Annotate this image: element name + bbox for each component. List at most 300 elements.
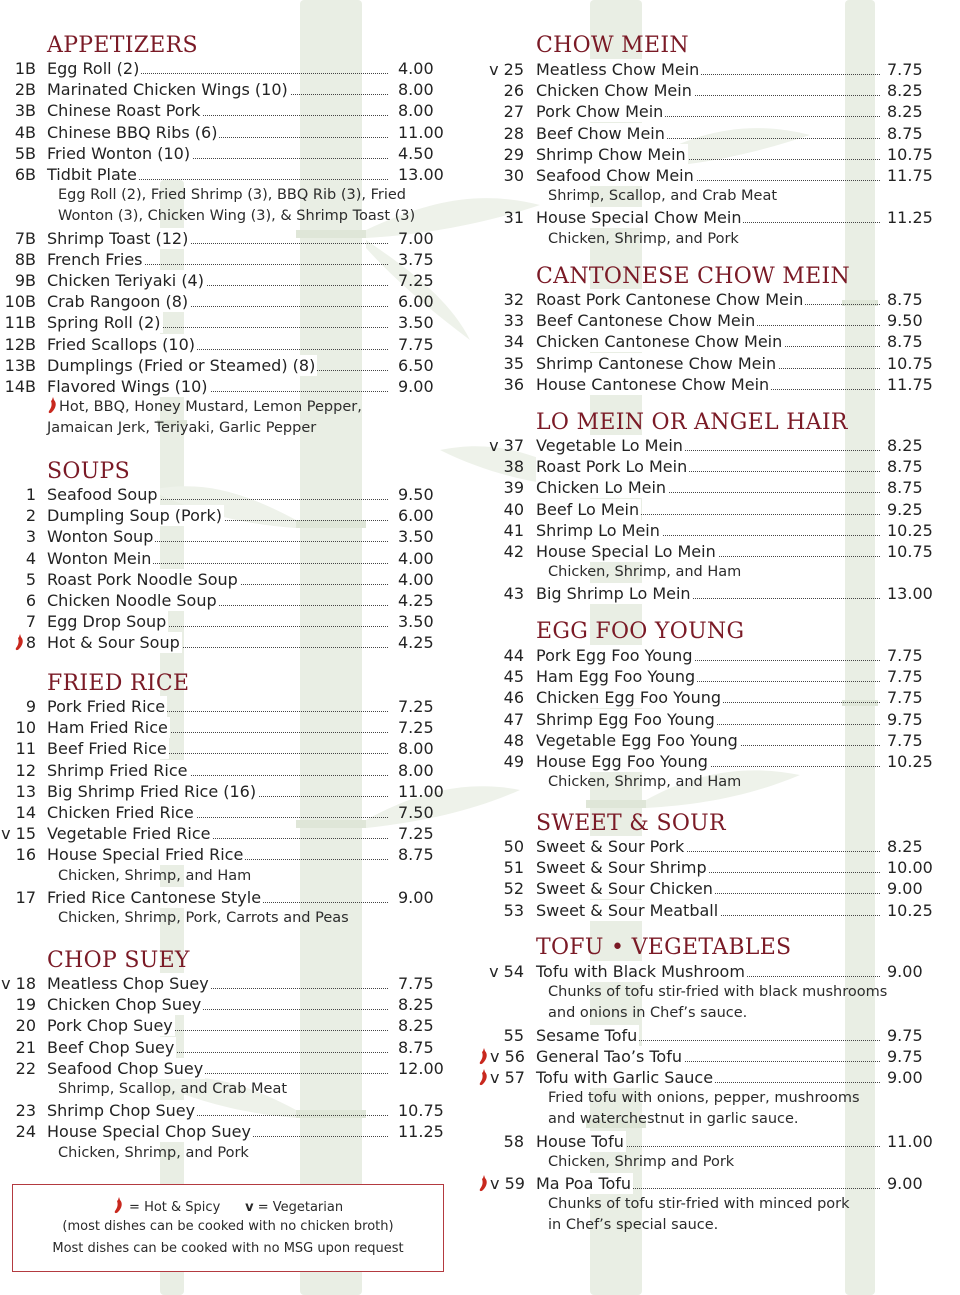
item-name: Chicken Lo Mein [536, 478, 667, 498]
item-number [478, 1131, 524, 1152]
item-price: 8.75 [887, 290, 923, 309]
item-name: Vegetable Egg Foo Young [536, 730, 738, 750]
menu-item [478, 730, 960, 751]
item-number [0, 1058, 36, 1079]
item-price: 8.25 [887, 81, 923, 101]
vegetarian-mark: v [1, 824, 16, 844]
menu-item [0, 738, 450, 759]
item-number-text: 56 [504, 1046, 525, 1066]
item-number-text: 9 [25, 697, 36, 716]
item-number-text: 53 [503, 900, 524, 920]
item-price: 11.00 [887, 1131, 933, 1151]
item-price: 10.25 [887, 520, 933, 540]
item-number-text: 17 [15, 887, 36, 907]
item-name: Seafood Chop Suey [47, 1058, 204, 1078]
item-description-text: Chicken, Shrimp, and Ham [548, 774, 742, 791]
item-price: 7.75 [398, 974, 434, 993]
menu-item [478, 1046, 960, 1067]
item-number [478, 477, 524, 498]
item-number-text: 6 [25, 591, 36, 610]
legend-line-1 [13, 1197, 443, 1215]
item-number-text: 54 [503, 962, 524, 981]
item-description-text: Shrimp, Scallop, and Crab Meat [58, 1081, 288, 1097]
item-number [478, 709, 524, 730]
section-title-appetizers: APPETIZERS [47, 33, 198, 58]
item-name: Chicken Chow Mein [536, 81, 692, 101]
item-number [478, 123, 524, 144]
item-number-text: 8 [25, 633, 36, 653]
menu-item [478, 857, 960, 878]
item-name: Fried Rice Cantonese Style [47, 887, 262, 907]
item-name: Roast Pork Noodle Soup [47, 569, 238, 589]
item-number [0, 334, 36, 355]
item-price: 4.50 [398, 143, 434, 163]
item-name: Shrimp Chop Suey [47, 1101, 196, 1121]
menu-item [478, 709, 960, 730]
item-number [478, 374, 524, 395]
menu-item [478, 331, 960, 352]
item-number-text: 48 [503, 730, 524, 750]
menu-item [0, 802, 450, 823]
menu-item [478, 374, 960, 395]
item-number [0, 79, 36, 100]
item-number-text: 47 [503, 709, 524, 729]
item-name: Vegetable Lo Mein [536, 436, 683, 455]
item-number-text: 18 [15, 974, 36, 993]
menu-item [0, 1037, 450, 1058]
item-price: 8.25 [398, 1016, 434, 1036]
vegetarian-mark: v [489, 436, 504, 455]
item-number [0, 376, 36, 397]
item-price: 4.00 [398, 59, 434, 78]
menu-item [0, 355, 450, 376]
item-price: 8.25 [887, 837, 923, 856]
item-price: 3.75 [398, 249, 434, 269]
item-number [478, 331, 524, 352]
item-description [548, 562, 741, 583]
item-description-text: Chunks of tofu stir-fried with black mushrooms [548, 984, 888, 1001]
item-name: Roast Pork Lo Mein [536, 457, 688, 477]
menu-item [0, 526, 450, 547]
item-price: 7.25 [398, 824, 434, 844]
item-number-text: 33 [503, 311, 524, 331]
item-number [478, 310, 524, 331]
item-price: 10.75 [887, 542, 933, 561]
item-number [0, 249, 36, 270]
item-number-text: 7B [14, 228, 36, 248]
menu-item [0, 1058, 450, 1079]
item-number [0, 270, 36, 291]
item-number-text: 35 [503, 353, 524, 373]
item-number [478, 165, 524, 186]
item-number [0, 823, 36, 844]
item-number-text: 20 [15, 1016, 36, 1036]
item-number-text: 19 [15, 995, 36, 1015]
item-price: 11.00 [398, 781, 444, 801]
menu-item [0, 1100, 450, 1121]
item-number-text: 3 [25, 527, 36, 547]
item-name: Hot & Sour Soup [47, 633, 180, 653]
item-description-text: Chicken, Shrimp, and Ham [548, 564, 742, 581]
menu-item [0, 611, 450, 632]
item-number [0, 802, 36, 823]
item-price: 11.75 [887, 166, 933, 185]
legend-box [12, 1184, 444, 1272]
item-name: Fried Scallops (10) [47, 334, 196, 354]
item-price: 10.75 [398, 1101, 444, 1121]
item-price: 8.00 [398, 101, 434, 121]
item-description [548, 1215, 718, 1236]
item-description [548, 229, 739, 250]
item-name: Tofu with Black Mushroom [536, 962, 745, 981]
item-name: Chinese BBQ Ribs (6) [47, 122, 218, 142]
item-number [0, 611, 36, 632]
item-number-text: 13B [4, 355, 36, 375]
item-price: 9.50 [887, 311, 923, 331]
item-number [0, 973, 36, 994]
item-description [58, 1079, 287, 1100]
item-price: 8.75 [887, 478, 923, 498]
item-number [478, 80, 524, 101]
item-number-text: 21 [15, 1037, 36, 1057]
item-price: 4.25 [398, 633, 434, 653]
item-price: 7.75 [887, 60, 923, 79]
item-description [58, 908, 349, 929]
item-number-text: 1 [25, 485, 36, 504]
item-price: 9.00 [887, 962, 923, 981]
item-number-text: 15 [15, 824, 36, 844]
item-number [0, 526, 36, 547]
item-number [478, 456, 524, 477]
item-name: Shrimp Egg Foo Young [536, 709, 715, 729]
item-number [0, 1100, 36, 1121]
item-number [478, 101, 524, 122]
menu-item [478, 310, 960, 331]
item-price: 9.00 [887, 1068, 923, 1087]
item-number [478, 1046, 524, 1067]
vegetarian-mark: v [489, 962, 504, 981]
item-description-text: Chicken, Shrimp, Pork, Carrots and Peas [58, 910, 349, 926]
item-number-text: 9B [14, 271, 36, 290]
item-price: 4.25 [398, 591, 434, 610]
item-number-text: 10 [15, 718, 36, 738]
menu-item [478, 541, 960, 562]
item-number-text: 1B [14, 59, 36, 78]
item-number [478, 1025, 524, 1046]
item-price: 11.25 [887, 208, 933, 228]
item-description [58, 866, 251, 887]
item-number [0, 164, 36, 185]
item-name: Crab Rangoon (8) [47, 292, 189, 312]
item-name: Dumpling Soup (Pork) [47, 506, 222, 526]
item-number [478, 144, 524, 165]
menu-item [478, 666, 960, 687]
item-name: Chicken Teriyaki (4) [47, 271, 204, 290]
menu-item [478, 1173, 960, 1194]
item-number-text: 13 [15, 781, 36, 801]
menu-item [478, 687, 960, 708]
item-number-text: 24 [15, 1122, 36, 1142]
item-number-text: 45 [503, 667, 524, 687]
item-name: House Special Fried Rice [47, 845, 244, 865]
item-number [478, 1067, 524, 1088]
menu-item [0, 249, 450, 270]
item-name: Beef Chop Suey [47, 1037, 175, 1057]
item-number [0, 122, 36, 143]
item-number [0, 355, 36, 376]
item-name: Tofu with Garlic Sauce [536, 1068, 714, 1087]
item-name: Sweet & Sour Chicken [536, 879, 713, 899]
vegetarian-mark: v [489, 60, 504, 79]
item-price: 13.00 [887, 584, 933, 604]
item-description-text: Chicken, Shrimp, and Pork [548, 230, 739, 247]
section-title-soups: SOUPS [47, 459, 131, 484]
section-title-tofu-vegetables: TOFU • VEGETABLES [536, 935, 792, 960]
item-price: 8.75 [887, 332, 923, 352]
item-number-text: 38 [503, 457, 524, 477]
item-name: Marinated Chicken Wings (10) [47, 80, 288, 100]
item-description [47, 397, 362, 418]
item-name: Egg Roll (2) [47, 59, 140, 78]
item-number-text: 11 [15, 739, 36, 759]
item-name: Shrimp Lo Mein [536, 520, 660, 540]
item-number-text: 34 [503, 332, 524, 352]
item-name: Chicken Cantonese Chow Mein [536, 332, 783, 352]
menu-item [0, 887, 450, 908]
item-price: 4.00 [398, 548, 434, 568]
item-name: Sweet & Sour Meatball [536, 900, 719, 920]
item-number-text: 52 [503, 879, 524, 899]
item-number-text: 12 [15, 760, 36, 780]
item-price: 9.75 [887, 709, 923, 729]
section-title-chop-suey: CHOP SUEY [47, 948, 190, 973]
item-description-text: Shrimp, Scallop, and Crab Meat [548, 188, 778, 205]
item-number-text: 25 [503, 60, 524, 79]
item-name: House Tofu [536, 1131, 624, 1151]
menu-item [0, 122, 450, 143]
menu-item [0, 484, 450, 505]
menu-item [0, 291, 450, 312]
item-number [478, 961, 524, 982]
item-price: 8.00 [398, 739, 434, 759]
vegetarian-mark: v [1, 974, 16, 993]
menu-item [0, 312, 450, 333]
menu-item [0, 632, 450, 653]
item-price: 8.25 [887, 102, 923, 122]
vegetarian-mark: v [490, 1068, 505, 1087]
item-price: 8.00 [398, 760, 434, 780]
menu-item [478, 144, 960, 165]
item-price: 12.00 [398, 1058, 444, 1078]
item-price: 8.75 [398, 845, 434, 865]
item-name: French Fries [47, 249, 143, 269]
menu-item [478, 878, 960, 899]
item-number-text: 26 [503, 81, 524, 101]
item-description [548, 982, 887, 1003]
item-number-text: 5 [25, 569, 36, 589]
section-title-chow-mein: CHOW MEIN [536, 33, 689, 58]
section-title-lo-mein: LO MEIN OR ANGEL HAIR [536, 410, 848, 435]
menu-item [478, 456, 960, 477]
item-name: Sweet & Sour Pork [536, 837, 685, 856]
menu-item [478, 207, 960, 228]
section-title-sweet-sour: SWEET & SOUR [536, 811, 726, 836]
item-number-text: 36 [503, 374, 524, 394]
item-number [478, 687, 524, 708]
item-name: Vegetable Fried Rice [47, 824, 211, 844]
item-name: Dumplings (Fried or Steamed) (8) [47, 355, 316, 375]
item-number-text: 44 [503, 646, 524, 665]
item-name: House Special Chow Mein [536, 208, 742, 228]
hot-pepper-icon [478, 1175, 489, 1192]
item-number-text: 23 [15, 1101, 36, 1121]
item-number [478, 878, 524, 899]
item-price: 3.50 [398, 527, 434, 547]
item-number-text: 16 [15, 845, 36, 865]
item-price: 10.75 [887, 144, 933, 164]
menu-item [0, 696, 450, 717]
item-name: House Egg Foo Young [536, 752, 708, 771]
item-number [478, 520, 524, 541]
item-name: Spring Roll (2) [47, 313, 161, 333]
item-description-text: Chicken, Shrimp and Pork [548, 1153, 735, 1170]
item-number [0, 1121, 36, 1142]
item-name: Tidbit Plate [47, 165, 137, 184]
item-number-text: 8B [14, 249, 36, 269]
menu-item [0, 548, 450, 569]
item-number-text: 41 [503, 520, 524, 540]
item-description-text: and onions in Chef’s sauce. [548, 1005, 748, 1022]
item-number [478, 541, 524, 562]
item-price: 8.25 [398, 995, 434, 1015]
item-name: Shrimp Fried Rice [47, 760, 188, 780]
item-name: Ma Poa Tofu [536, 1174, 632, 1193]
item-price: 4.00 [398, 569, 434, 589]
item-number-text: 40 [503, 499, 524, 519]
item-number-text: 46 [503, 688, 524, 708]
menu-item [0, 823, 450, 844]
vegetarian-mark: v [490, 1046, 505, 1066]
item-number [0, 58, 36, 79]
item-description-text: Fried tofu with onions, pepper, mushrooms [548, 1090, 860, 1107]
item-name: Big Shrimp Fried Rice (16) [47, 781, 257, 801]
item-name: Pork Chow Mein [536, 102, 664, 122]
item-number-text: 31 [503, 208, 524, 228]
item-number [478, 435, 524, 456]
item-number [0, 632, 36, 653]
item-number [0, 569, 36, 590]
legend-veg-symbol: v [245, 1200, 254, 1215]
menu-item [0, 164, 450, 185]
item-name: Shrimp Chow Mein [536, 144, 686, 164]
item-number [478, 666, 524, 687]
item-price: 9.50 [398, 485, 434, 504]
legend-line-3: Most dishes can be cooked with no MSG upon request [52, 1241, 404, 1256]
item-number-text: 6B [14, 165, 36, 184]
item-name: Meatless Chop Suey [47, 974, 209, 993]
hot-pepper-icon [14, 634, 25, 651]
item-description-text: and waterchestnut in garlic sauce. [548, 1111, 799, 1128]
legend-veg-label: = Vegetarian [257, 1200, 344, 1215]
item-number-text: 14B [4, 377, 36, 396]
item-description [58, 206, 415, 227]
item-name: Seafood Chow Mein [536, 166, 694, 185]
item-price: 3.50 [398, 313, 434, 333]
menu-item [478, 499, 960, 520]
item-name: Pork Fried Rice [47, 697, 166, 716]
item-number-text: 57 [504, 1068, 525, 1087]
item-price: 11.25 [398, 1122, 444, 1142]
item-description [548, 772, 741, 793]
item-number [478, 59, 524, 80]
section-title-cantonese-chow-mein: CANTONESE CHOW MEIN [536, 264, 851, 289]
item-name: Chinese Roast Pork [47, 101, 201, 121]
item-description-text: Hot, BBQ, Honey Mustard, Lemon Pepper, [59, 399, 362, 416]
item-price: 8.75 [887, 457, 923, 477]
menu-item [478, 123, 960, 144]
item-number [0, 1037, 36, 1058]
item-price: 8.75 [887, 123, 923, 143]
item-number [0, 312, 36, 333]
item-number-text: 2B [14, 80, 36, 100]
item-name: Beef Cantonese Chow Mein [536, 311, 756, 331]
item-number-text: 22 [15, 1058, 36, 1078]
menu-item [478, 961, 960, 982]
menu-item [478, 80, 960, 101]
item-number [0, 100, 36, 121]
item-price: 7.75 [887, 730, 923, 750]
item-name: Fried Wonton (10) [47, 143, 191, 163]
item-price: 11.00 [398, 122, 444, 142]
hot-pepper-icon [113, 1197, 124, 1214]
menu-item [0, 58, 450, 79]
item-number-text: 49 [503, 752, 524, 771]
item-price: 10.25 [887, 752, 933, 771]
menu-item [478, 353, 960, 374]
item-price: 7.00 [398, 228, 434, 248]
menu-item [478, 645, 960, 666]
legend-line-2: (most dishes can be cooked with no chicken broth) [62, 1219, 394, 1234]
item-number-text: 55 [503, 1025, 524, 1045]
item-name: Beef Chow Mein [536, 123, 665, 143]
item-number-text: 5B [14, 143, 36, 163]
item-number [478, 353, 524, 374]
item-number [0, 291, 36, 312]
item-name: General Tao’s Tofu [536, 1046, 682, 1066]
item-number [0, 548, 36, 569]
item-price: 8.00 [398, 80, 434, 100]
menu-item [0, 1015, 450, 1036]
item-description-text: Wonton (3), Chicken Wing (3), & Shrimp Toast (3) [58, 208, 416, 225]
item-price: 9.00 [398, 887, 434, 907]
item-name: Shrimp Cantonese Chow Mein [536, 353, 777, 373]
menu-item [0, 973, 450, 994]
item-price: 6.00 [398, 292, 434, 312]
item-name: Roast Pork Cantonese Chow Mein [536, 290, 804, 309]
menu-item [0, 376, 450, 397]
item-description-text: Egg Roll (2), Fried Shrimp (3), BBQ Rib (3), Fried [58, 187, 406, 204]
menu-item [478, 583, 960, 604]
hot-pepper-icon [478, 1048, 489, 1065]
item-price: 9.75 [887, 1025, 923, 1045]
item-name: Shrimp Toast (12) [47, 228, 189, 248]
item-number [478, 289, 524, 310]
menu-item [478, 751, 960, 772]
item-number [478, 751, 524, 772]
hot-pepper-icon [47, 397, 58, 414]
item-number-text: 58 [503, 1131, 524, 1151]
item-name: House Cantonese Chow Mein [536, 374, 770, 394]
